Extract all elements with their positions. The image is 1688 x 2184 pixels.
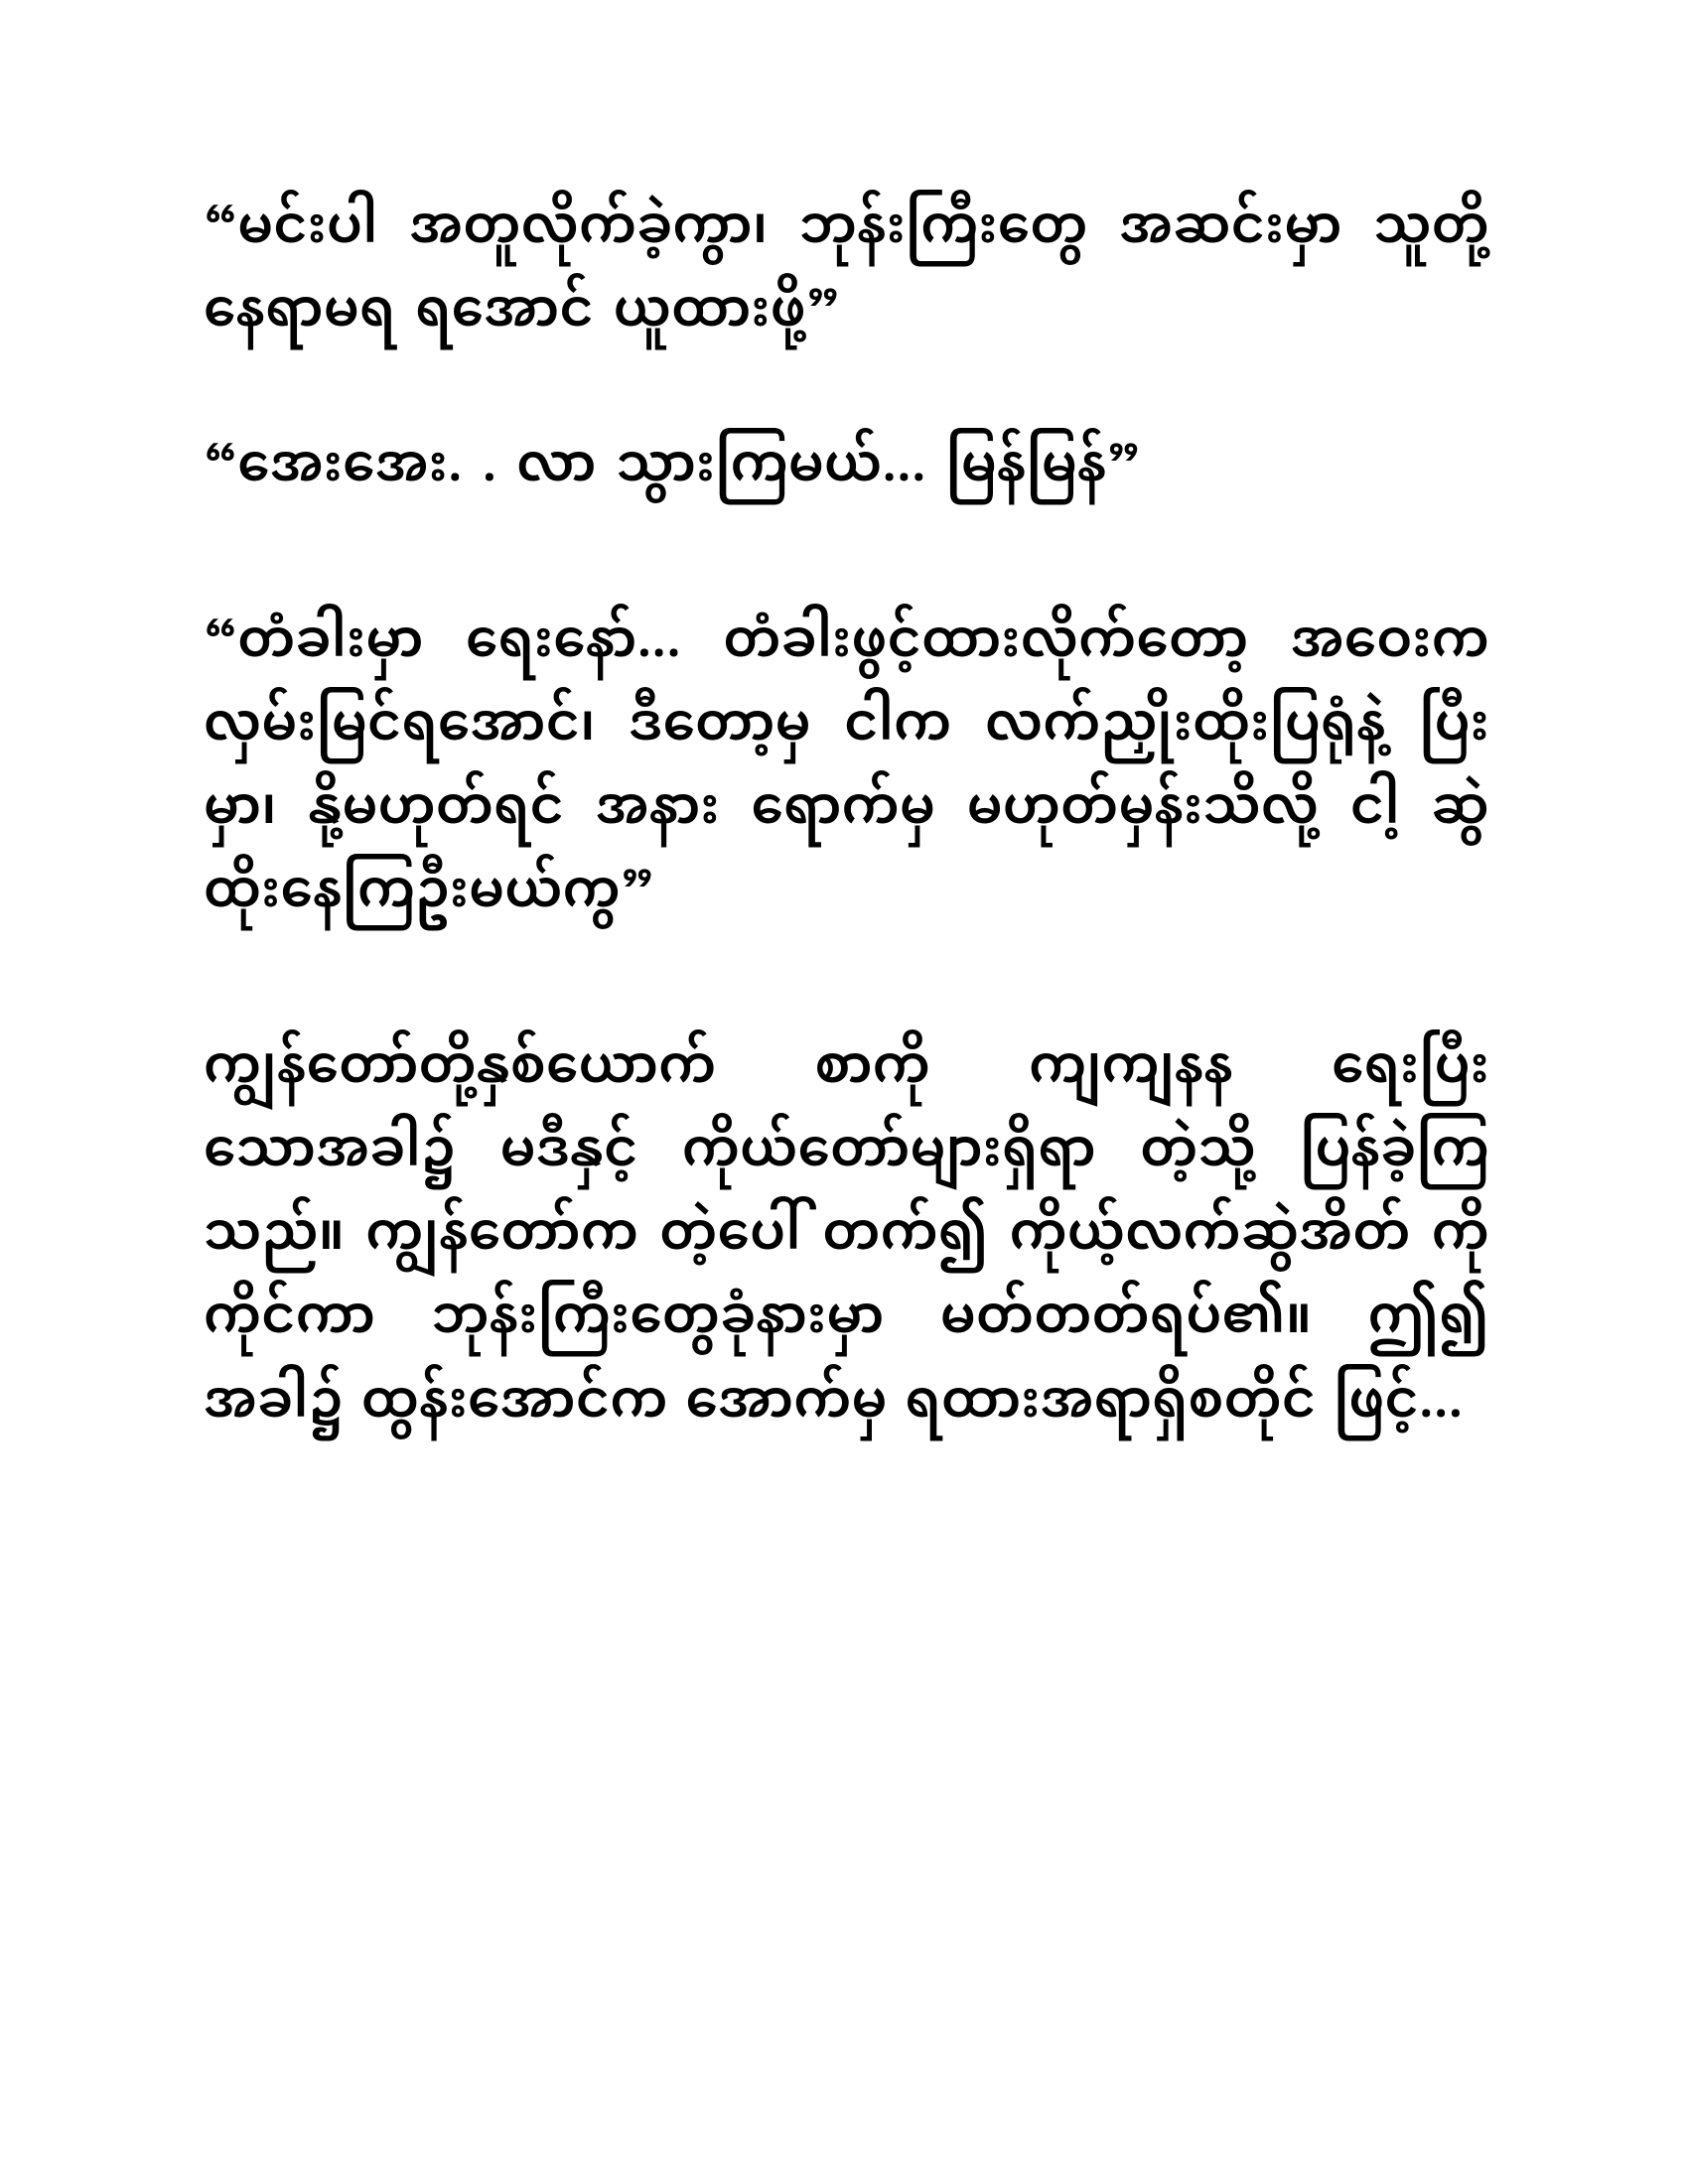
document-body: [204, 174, 1489, 1461]
paragraph-dialogue-1: “မင်းပါ အတူလိုက်ခဲ့ကွာ၊ ဘုန်းကြီးတွေ အဆင်းမှာ သူတို့နေရာမရ ရအောင် ယူထားဖို့”: [204, 174, 1489, 371]
paragraph-dialogue-3: “တံခါးမှာ ရေးနော်... တံခါးဖွင့်ထားလိုက်တော့ အဝေးက လှမ်းမြင်ရအောင်၊ ဒီတော့မှ ငါက လက်ညှိုးထိုးပြရုံနဲ့ ပြီးမှာ၊ နို့မဟုတ်ရင် အနား ရောက်မှ မဟုတ်မှန်းသိလို့ ငါ့ ဆွဲထိုးနေကြဦးမယ်ကွ”: [204, 587, 1489, 952]
paragraph-dialogue-2: “အေးအေး. . လာ သွားကြမယ်... မြန်မြန်”: [204, 412, 1141, 526]
paragraph-narrative-1: ကျွန်တော်တို့နှစ်ယောက် စာကို ကျကျနန ရေးပြီး သောအခါ၌ မဒီနှင့် ကိုယ်တော်များရှိရာ တဲ့သို့ ပြန်ခဲ့ကြ သည်။ ကျွန်တော်က တဲ့ပေါ် တက်၍ ကိုယ့်လက်ဆွဲအိတ် ကိုကိုင်ကာ ဘုန်းကြီးတွေခုံနားမှာ မတ်တတ်ရပ်၏။ ဤ၍ အခါ၌ ထွန်းအောင်က အောက်မှ ရထားအရာရှိစတိုင် ဖြင့်...: [204, 1013, 1489, 1461]
